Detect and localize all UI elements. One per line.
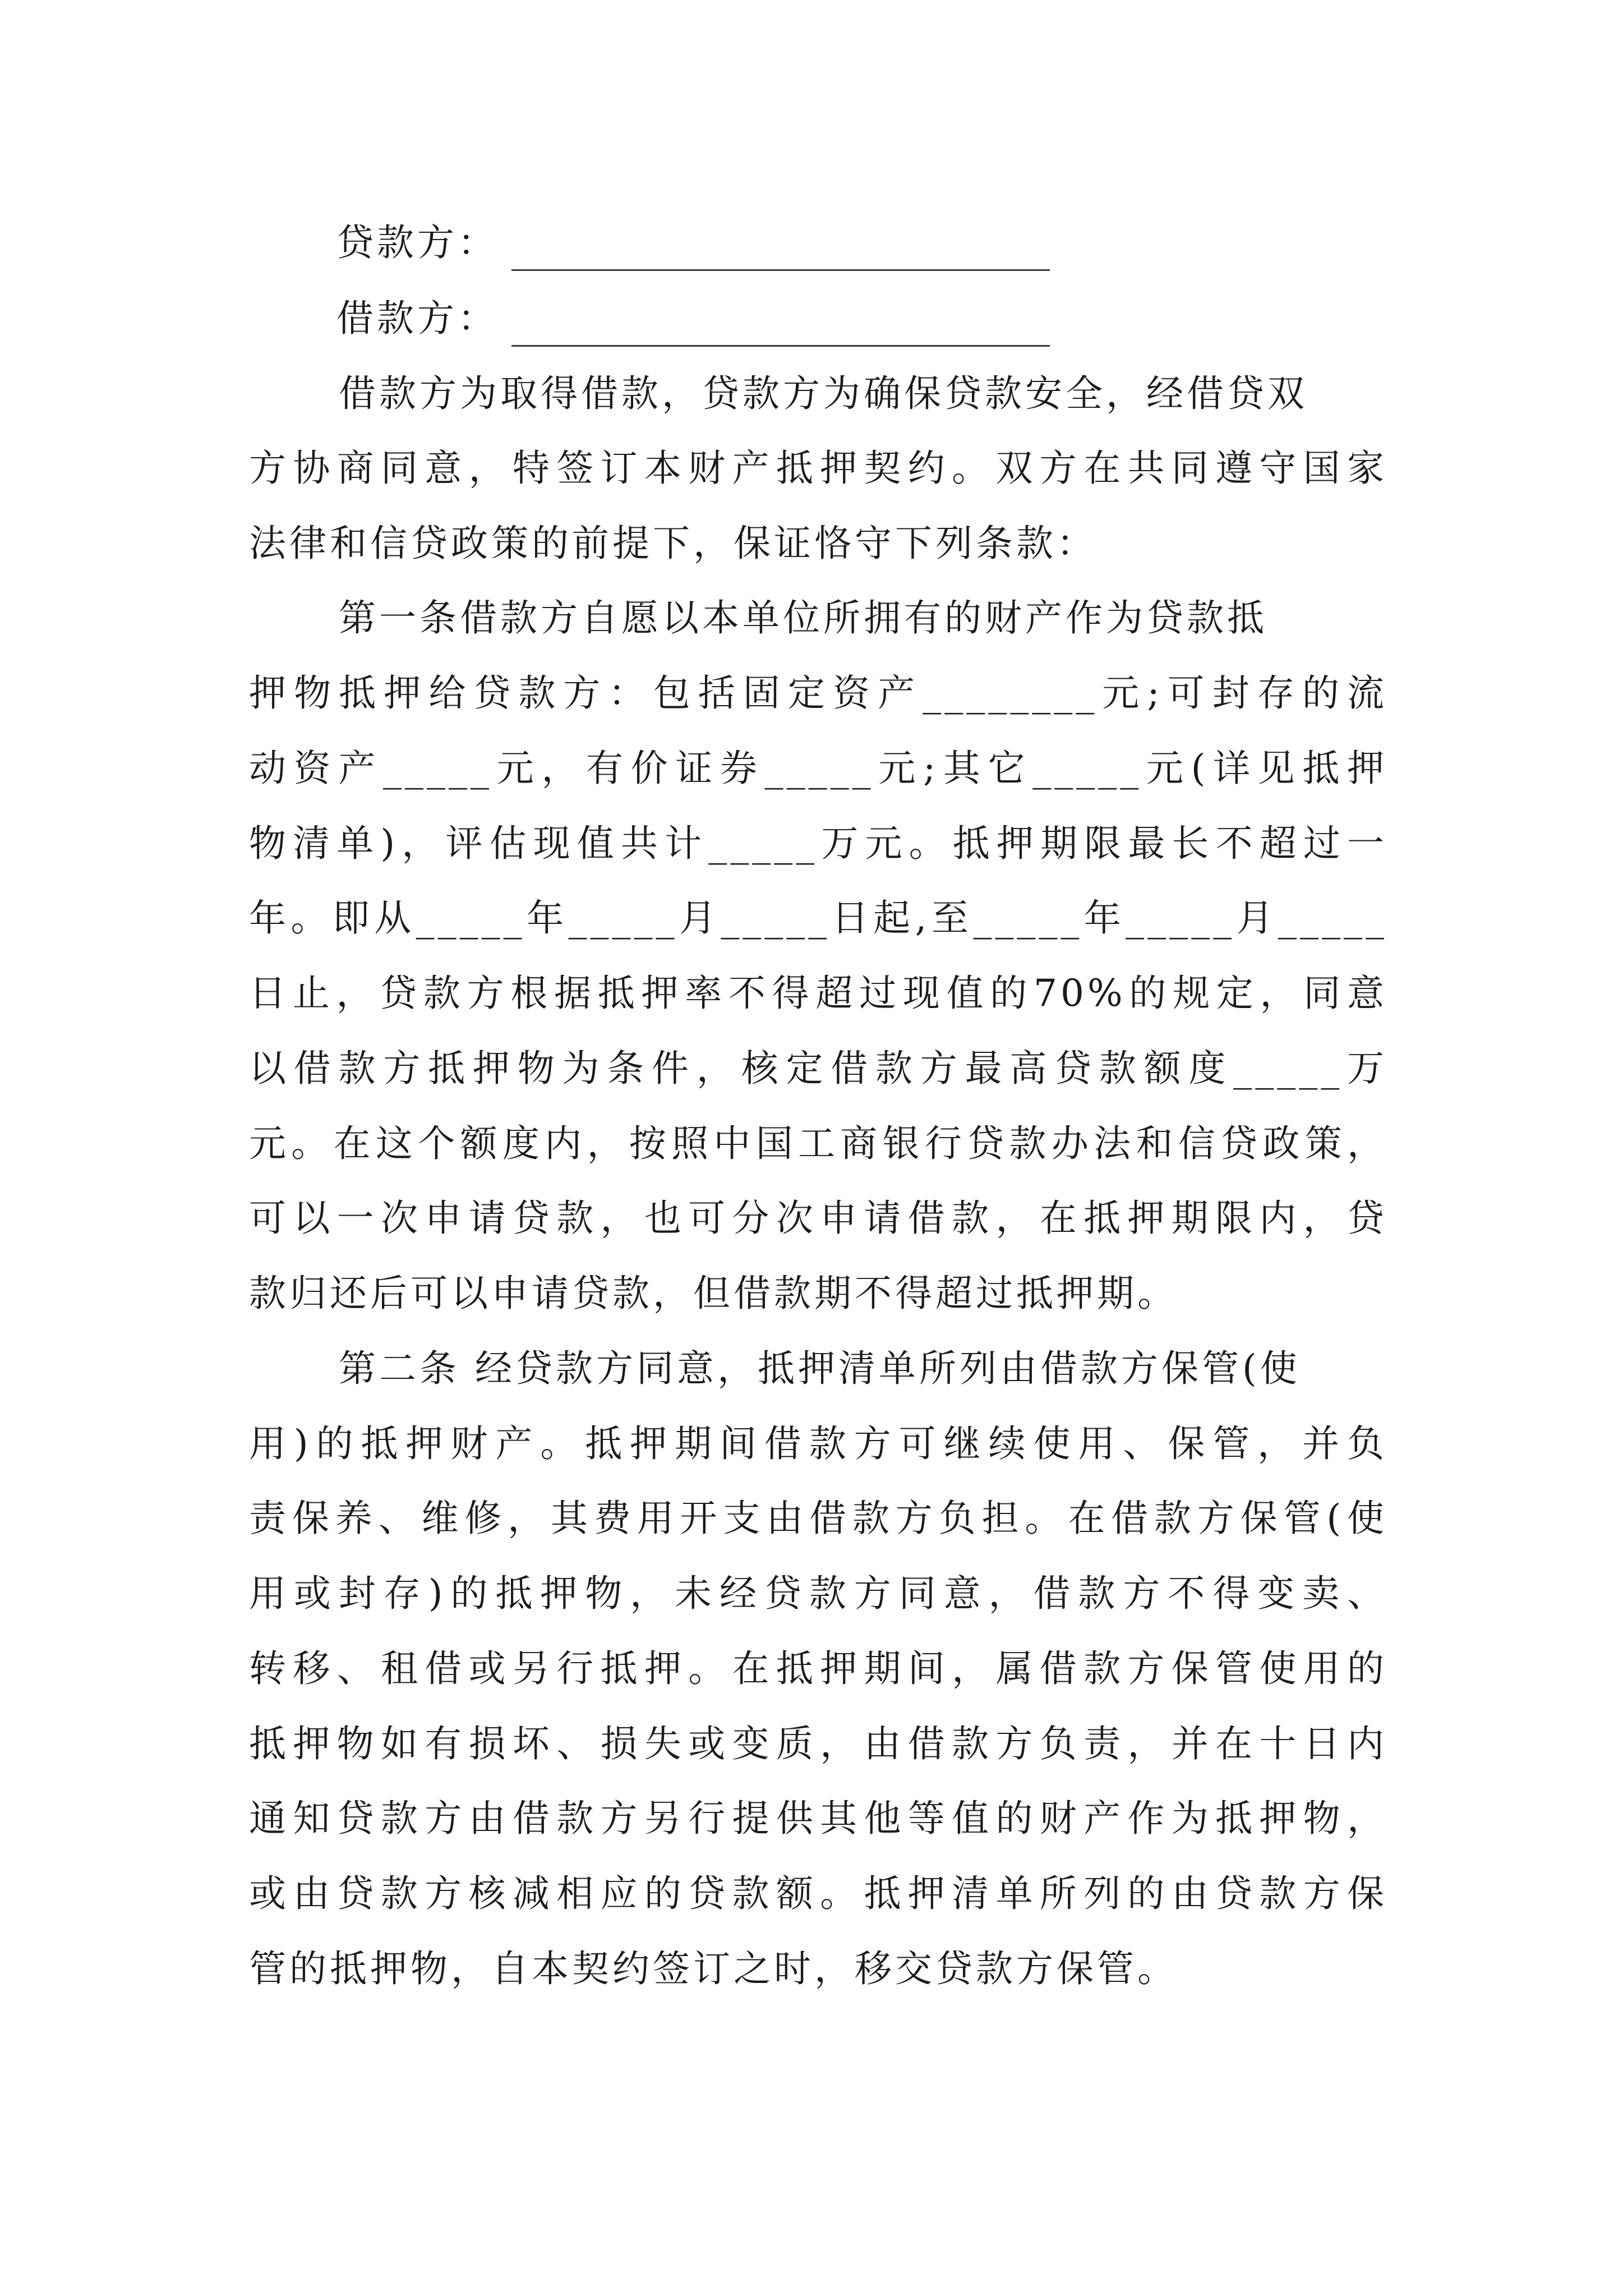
article1-line: 元。在这个额度内，按照中国工商银行贷款办法和信贷政策， bbox=[249, 1122, 1387, 1165]
article1-line: 以借款方抵押物为条件，核定借款方最高贷款额度_____万 bbox=[249, 1047, 1387, 1090]
article1-line: 可以一次申请贷款，也可分次申请借款，在抵押期限内，贷 bbox=[249, 1197, 1387, 1240]
article2-line: 通知贷款方由借款方另行提供其他等值的财产作为抵押物， bbox=[249, 1797, 1387, 1840]
article2-line: 用或封存)的抵押物，未经贷款方同意，借款方不得变卖、 bbox=[249, 1572, 1387, 1615]
article2-line: 第二条 经贷款方同意，抵押清单所列由借款方保管(使 bbox=[339, 1347, 1301, 1390]
lender-blank[interactable] bbox=[511, 256, 1050, 271]
borrower-line bbox=[336, 291, 1050, 347]
preamble-line: 法律和信贷政策的前提下，保证恪守下列条款： bbox=[249, 522, 1097, 565]
article2-line: 管的抵押物，自本契约签订之时，移交贷款方保管。 bbox=[249, 1947, 1178, 1990]
article1-line: 年。即从_____年_____月_____日起,至_____年_____月_____ bbox=[249, 896, 1387, 940]
article2-line: 转移、租借或另行抵押。在抵押期间，属借款方保管使用的 bbox=[249, 1647, 1387, 1690]
borrower-blank[interactable] bbox=[511, 332, 1050, 347]
preamble-line: 方协商同意，特签订本财产抵押契约。双方在共同遵守国家 bbox=[249, 447, 1387, 490]
article1-line: 日止，贷款方根据抵押率不得超过现值的70%的规定，同意 bbox=[249, 972, 1387, 1015]
preamble-line: 借款方为取得借款，贷款方为确保贷款安全，经借贷双 bbox=[339, 372, 1308, 415]
lender-line bbox=[336, 215, 1050, 271]
article2-line: 抵押物如有损坏、损失或变质，由借款方负责，并在十日内 bbox=[249, 1722, 1387, 1765]
article2-line: 用)的抵押财产。抵押期间借款方可继续使用、保管，并负 bbox=[249, 1422, 1387, 1465]
article1-line: 款归还后可以申请贷款，但借款期不得超过抵押期。 bbox=[249, 1272, 1178, 1315]
article1-line: 第一条借款方自愿以本单位所拥有的财产作为贷款抵 bbox=[339, 596, 1267, 639]
article2-line: 或由贷款方核减相应的贷款额。抵押清单所列的由贷款方保 bbox=[249, 1872, 1387, 1915]
borrower-label: 借款方： bbox=[336, 297, 498, 340]
article1-line: 物清单)，评估现值共计_____万元。抵押期限最长不超过一 bbox=[249, 822, 1387, 865]
article1-line: 动资产_____元，有价证券_____元;其它_____元(详见抵押 bbox=[249, 747, 1387, 790]
article2-line: 责保养、维修，其费用开支由借款方负担。在借款方保管(使 bbox=[249, 1497, 1387, 1540]
article1-line: 押物抵押给贷款方：包括固定资产________元;可封存的流 bbox=[249, 671, 1387, 715]
lender-label: 贷款方： bbox=[336, 221, 498, 264]
